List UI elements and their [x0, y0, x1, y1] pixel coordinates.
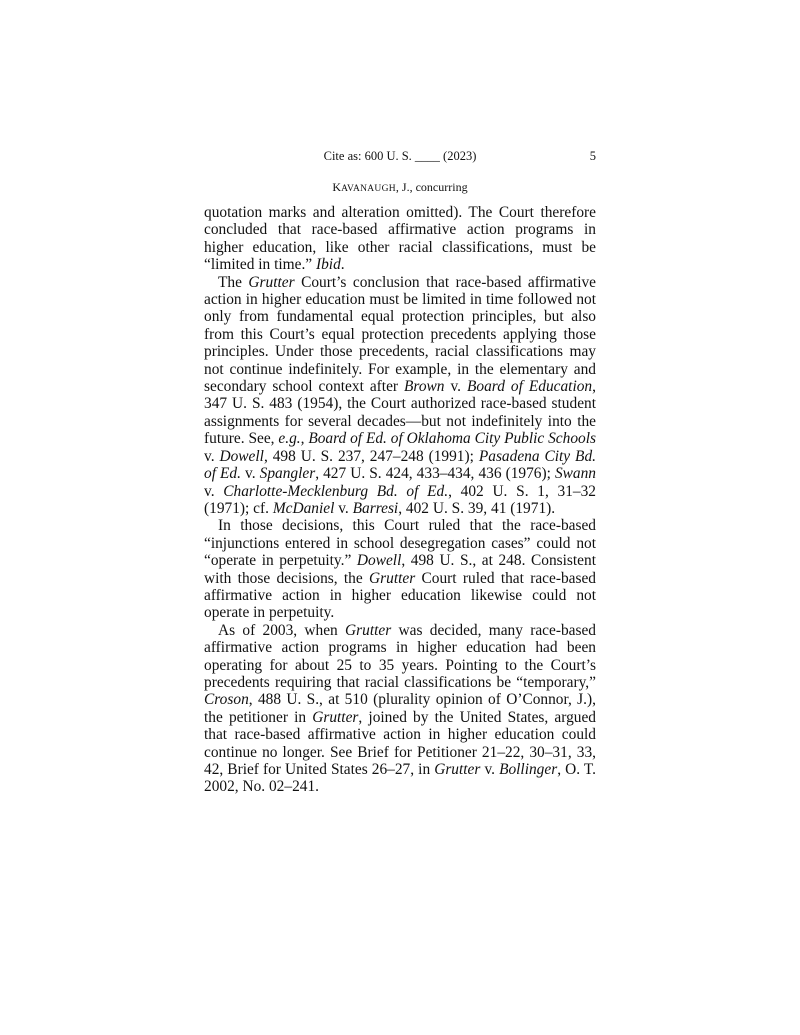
citation-header: Cite as: 600 U. S. ____ (2023)	[323, 149, 477, 163]
italic-citation-text: Dowell	[356, 552, 402, 570]
running-head	[204, 148, 596, 164]
paragraph-text: v.	[444, 378, 468, 396]
opinion-body	[204, 204, 596, 796]
italic-citation-text: Grutter	[312, 708, 359, 726]
italic-citation-text: Croson	[204, 691, 249, 709]
italic-citation-text: Grutter	[345, 621, 392, 639]
paragraph-text: , joined by the United States, argued that race-based affirmative action in higher education could continue no longer. See Brief for Petitioner 21–22, 30–31, 33, 42, Brief for United States 26–27, in	[204, 708, 596, 778]
italic-citation-text: Pasadena City Bd. of Ed.	[204, 447, 596, 483]
paragraph-text: v.	[240, 465, 260, 483]
paragraph-text: , O. T. 2002, No. 02–241.	[204, 761, 596, 796]
paragraph-text: , 402 U. S. 39, 41 (1971).	[398, 499, 556, 517]
paragraph-text: The	[218, 273, 249, 291]
italic-citation-text: Dowell	[219, 447, 264, 465]
paragraph-text: , 498 U. S., at 248. Consistent with those decisions, the	[204, 552, 596, 587]
italic-citation-text: Bollinger	[499, 761, 558, 778]
page-number: 5	[589, 149, 596, 163]
italic-citation-text: Grutter	[434, 761, 481, 778]
paragraph-text: As of 2003, when	[218, 621, 346, 639]
paragraph-text: v.	[204, 482, 224, 500]
paragraph-text: v.	[480, 761, 500, 778]
italic-citation-text: Swann	[554, 465, 596, 483]
paragraph-p2	[204, 274, 596, 518]
italic-citation-text: Board of Education	[467, 378, 593, 396]
italic-citation-text: Spangler	[259, 465, 316, 483]
italic-citation-text: Barresi	[352, 499, 399, 517]
italic-citation-text: McDaniel	[272, 499, 335, 517]
opinion-author-line	[204, 179, 596, 197]
paragraph-p4	[204, 622, 596, 796]
paragraph-p1	[204, 204, 596, 274]
paragraph-p3	[204, 517, 596, 621]
paragraph-text: quotation marks and alteration omitted). The Court therefore concluded that race-based affirmative action programs in higher education, like other racial classifications, must be “limited in time.”	[204, 204, 596, 274]
paragraph-text: , 402 U. S. 1, 31–32 (1971); cf.	[204, 482, 597, 517]
paragraph-text: , 488 U. S., at 510 (plurality opinion of O’Connor, J.), the petitioner in	[204, 691, 596, 726]
paragraph-text: In those decisions, this Court ruled that the race-based “injunctions entered in school desegregation cases” could not “operate in perpetuity.”	[204, 517, 596, 570]
italic-citation-text: Grutter	[369, 569, 416, 587]
italic-citation-text: Brown	[404, 378, 445, 396]
paragraph-text: Court’s conclusion that race-based affirmative action in higher education must be limited in time followed not only from fundamental equal protection principles, but also from this Court’s equal protection precedents applying those principles. Under those precedents, racial classifications may not continue indefinitely. For example, in the elementary and secondary school context after	[204, 273, 596, 396]
author-suffix: , J., concurring	[395, 180, 468, 194]
paragraph-text: was decided, many race-based affirmative action programs in higher education had been operating for about 25 to 35 years. Pointing to the Court’s precedents requiring that racial classifications be “temporary,”	[204, 621, 596, 691]
paragraph-text: v.	[204, 447, 220, 465]
italic-citation-text: Ibid	[315, 256, 341, 274]
italic-citation-text: Grutter	[248, 273, 295, 291]
paragraph-text: , 498 U. S. 237, 247–248 (1991);	[263, 447, 479, 465]
author-initial: K	[332, 180, 342, 194]
paragraph-text: .	[340, 256, 345, 274]
paragraph-text: v.	[334, 499, 353, 517]
italic-citation-text: e.g., Board of Ed. of Oklahoma City Public Schools	[278, 430, 596, 448]
paragraph-text: Court ruled that race-based affirmative action in higher education likewise could not operate in perpetuity.	[204, 569, 597, 622]
paragraph-text: , 347 U. S. 483 (1954), the Court authorized race-based student assignments for several decades—but not indefinitely into the future. See,	[204, 378, 596, 448]
author-name-smallcaps: AVANAUGH	[341, 184, 396, 194]
italic-citation-text: Charlotte-Mecklenburg Bd. of Ed.	[223, 482, 449, 500]
paragraph-text: , 427 U. S. 424, 433–434, 436 (1976);	[315, 465, 555, 483]
